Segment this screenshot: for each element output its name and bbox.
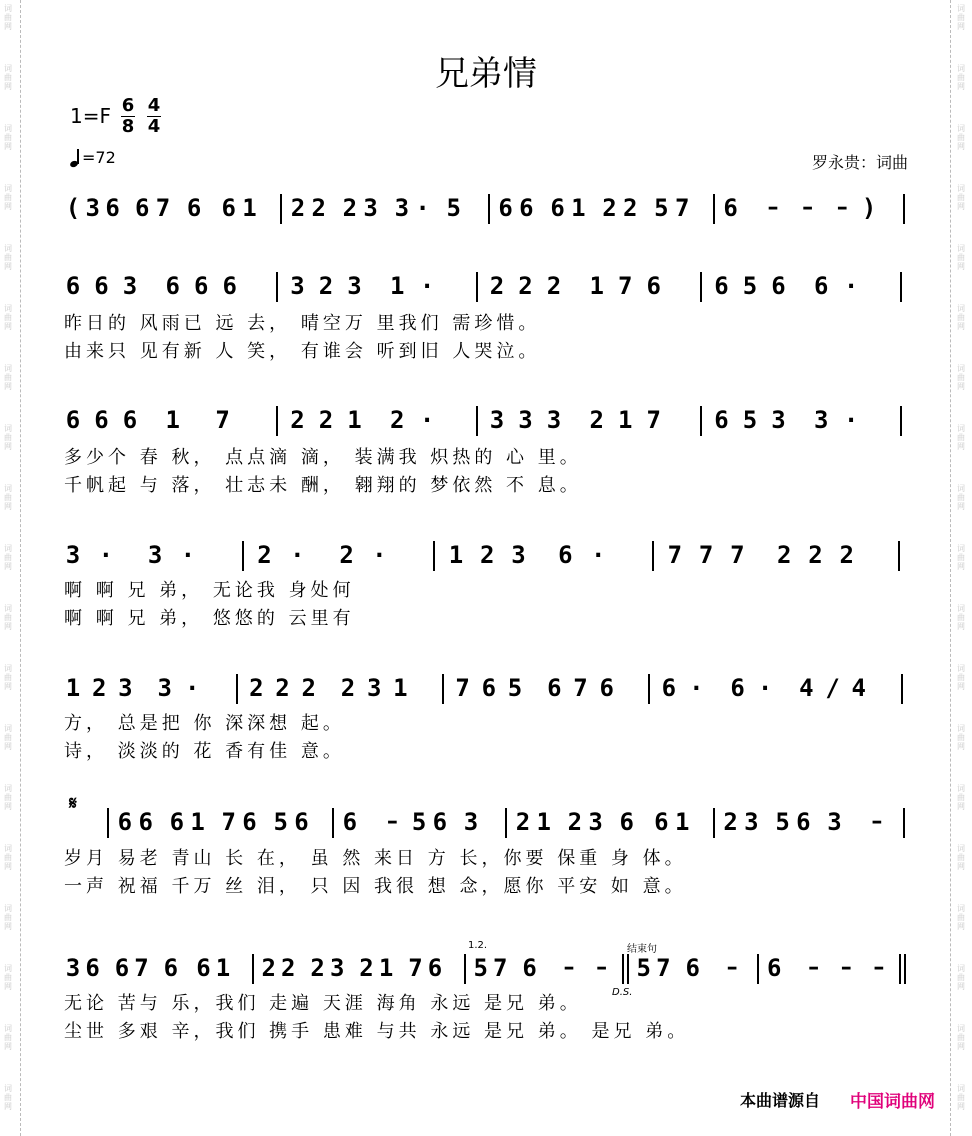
watermark-text: 词 曲 网 [957,664,965,691]
watermark-text: 词 曲 网 [957,364,965,391]
lyrics-verse-2: 一声 祝福 千万 丝 泪， 只 因 我很 想 念，愿你 平安 如 意。 [64,876,687,897]
barline [901,674,903,704]
watermark-text: 词 曲 网 [957,1024,965,1051]
note-digit: / [825,674,840,702]
note-digit: 7 [730,541,745,569]
augmentation-dot: · [757,674,773,702]
note-digit: 6 [771,272,786,300]
dash-sustain: – [596,955,608,980]
note-digit: 6 [550,194,565,222]
lyrics-verse-2: 由来只 见有新 人 笑， 有谁会 听到旧 人哭泣。 [64,341,541,362]
watermark-text: 词 曲 网 [4,364,12,391]
lyrics-verse-1: 方， 总是把 你 深深想 起。 [64,713,345,734]
augmentation-dot: · [419,272,435,300]
dash-sustain: – [871,809,883,834]
augmentation-dot: · [180,541,196,569]
lyrics-verse-2: 尘世 多艰 辛，我们 携手 患难 与共 永远 是兄 弟。 是兄 弟。 [64,1021,690,1042]
dash-sustain: – [808,955,820,980]
note-digit: 6 [222,272,237,300]
note-digit: 7 [618,272,633,300]
note-digit: 7 [155,194,171,222]
note-digit: 7 [573,674,588,702]
note-digit: 6 [114,954,130,982]
note-digit: 6 [766,954,782,982]
note-digit: 2 [723,808,738,836]
dash-sustain: – [836,195,848,220]
note-digit: 6 [221,194,236,222]
watermark-text: 词 曲 网 [4,184,12,211]
note-digit: 3 [511,541,526,569]
watermark-text: 词 曲 网 [957,544,965,571]
note-digit: 2 [275,674,290,702]
augmentation-dot: · [372,541,387,569]
note-digit: 3 [147,541,163,569]
note-digit: 5 [446,194,461,222]
barline [276,272,278,302]
watermark-text: 词 曲 网 [4,724,12,751]
lyrics-verse-1: 岁月 易老 青山 长 在， 虽 然 来日 方 长，你要 保重 身 体。 [64,848,687,869]
note-digit: 6 [163,954,179,982]
time-signature-4-4: 4 4 [147,95,161,137]
watermark-text: 词 曲 网 [957,964,965,991]
note-digit: 6 [599,674,614,702]
note-digit: 2 [359,954,374,982]
barline [464,954,466,984]
note-digit: 2 [249,674,264,702]
barline [648,674,650,704]
note-digit: 1 [242,194,257,222]
note-digit: 2 [489,272,505,300]
note-digit: 6 [122,406,138,434]
barline [442,674,444,704]
note-digit: 3 [85,194,100,222]
note-digit: ( [65,194,81,222]
note-digit: 6 [169,808,185,836]
note-digit: 5 [411,808,427,836]
barline [900,272,902,302]
note-digit: 2 [281,954,296,982]
watermark-text: 词 曲 网 [957,244,965,271]
tempo-marking: =72 [70,148,116,167]
dash-sustain: – [386,809,398,834]
dash-sustain: – [840,955,852,980]
note-digit: 3 [744,808,759,836]
note-digit: 2 [623,194,638,222]
note-digit: 3 [347,272,362,300]
note-digit: 6 [723,194,738,222]
barline [700,272,702,302]
note-digit: 1 [347,406,362,434]
note-digit: 1 [190,808,205,836]
barline [713,194,715,224]
watermark-text: 词 曲 网 [4,1024,12,1051]
note-digit: 2 [342,194,358,222]
barline [242,541,244,571]
note-digit: 3 [157,674,172,702]
note-digit: 7 [646,406,661,434]
note-digit: 6 [661,674,677,702]
augmentation-dot: · [290,541,305,569]
watermark-text: 词 曲 网 [4,1084,12,1111]
note-digit: 7 [656,954,671,982]
note-digit: 6 [522,954,537,982]
watermark-text: 词 曲 网 [957,904,965,931]
barline [900,406,902,436]
note-digit: 6 [294,808,309,836]
barline [904,954,906,984]
note-digit: 6 [342,808,358,836]
barline [899,954,901,984]
note-digit: 7 [221,808,236,836]
note-digit: 2 [290,406,305,434]
barline [433,541,435,571]
note-digit: 6 [196,954,211,982]
augmentation-dot: · [415,194,430,222]
watermark-text: 词 曲 网 [4,64,12,91]
footer-source-label: 本曲谱源自 [740,1091,821,1110]
barline [713,808,715,838]
key-signature: 1=F [70,104,111,128]
ds-label: D.S. [612,987,633,998]
time-signature-6-8: 6 8 [121,95,135,137]
dash-sustain: – [802,195,814,220]
augmentation-dot: · [843,406,859,434]
note-digit: 2 [567,808,583,836]
note-digit: 6 [165,272,180,300]
note-digit: 5 [654,194,669,222]
note-digit: 6 [105,194,120,222]
barline [622,954,624,984]
watermark-text: 词 曲 网 [4,484,12,511]
note-digit: 2 [318,406,334,434]
note-digit: 6 [547,674,562,702]
note-digit: 1 [571,194,586,222]
note-digit: 7 [408,954,423,982]
lyrics-verse-2: 诗， 淡淡的 花 香有佳 意。 [64,741,345,762]
note-digit: 3 [463,808,479,836]
note-digit: 4 [799,674,814,702]
note-digit: 1 [589,272,604,300]
note-digit: 2 [311,194,326,222]
note-digit: 2 [518,272,533,300]
watermark-text: 词 曲 网 [4,904,12,931]
note-digit: 2 [257,541,272,569]
note-digit: 1 [378,954,394,982]
barline [757,954,759,984]
note-digit: 6 [481,674,497,702]
augmentation-dot: · [843,272,859,300]
note-digit: 6 [85,954,100,982]
barline [280,194,282,224]
watermark-text: 词 曲 网 [4,544,12,571]
note-digit: 4 [851,674,866,702]
note-digit: 1 [390,272,405,300]
note-digit: 1 [674,808,690,836]
note-digit: 3 [290,272,305,300]
note-digit: 7 [215,406,230,434]
note-digit: 3 [771,406,786,434]
barline [332,808,334,838]
note-digit: 2 [290,194,306,222]
augmentation-dot: · [590,541,606,569]
note-digit: 3 [394,194,410,222]
barline [627,954,629,984]
barline [236,674,238,704]
watermark-text: 词 曲 网 [957,424,965,451]
note-digit: 2 [515,808,531,836]
note-digit: 3 [329,954,345,982]
volta-label: 1.2. [468,940,488,951]
note-digit: 3 [546,406,562,434]
note-digit: 6 [186,194,202,222]
note-digit: 2 [808,541,823,569]
watermark-text: 词 曲 网 [4,124,12,151]
watermark-text: 词 曲 网 [957,64,965,91]
note-digit: 3 [65,954,81,982]
note-digit: 6 [814,272,829,300]
note-digit: 2 [390,406,405,434]
note-digit: 3 [122,272,138,300]
note-digit: 3 [366,674,382,702]
watermark-text: 词 曲 网 [4,424,12,451]
note-digit: 5 [742,272,758,300]
lyrics-verse-2: 啊 啊 兄 弟， 悠悠的 云里有 [64,608,355,629]
barline [476,272,478,302]
note-digit: 1 [215,954,231,982]
note-digit: 6 [117,808,133,836]
note-digit: 7 [134,954,149,982]
watermark-text: 词 曲 网 [4,964,12,991]
note-digit: 2 [318,272,334,300]
dash-sustain: – [563,955,575,980]
barline [488,194,490,224]
note-digit: 6 [194,272,209,300]
barline [276,406,278,436]
watermark-text: 词 曲 网 [957,4,965,31]
note-digit: 1 [65,674,81,702]
watermark-text: 词 曲 网 [4,664,12,691]
note-digit: 2 [91,674,107,702]
note-digit: 3 [518,406,533,434]
watermark-text: 词 曲 网 [957,184,965,211]
note-digit: 7 [674,194,690,222]
note-digit: 6 [714,406,729,434]
note-digit: 6 [558,541,573,569]
note-digit: 6 [796,808,811,836]
note-digit: 6 [714,272,729,300]
barline [903,808,905,838]
augmentation-dot: · [184,674,200,702]
watermark-text: 词 曲 网 [4,784,12,811]
note-digit: 6 [134,194,150,222]
note-digit: 2 [310,954,325,982]
note-digit: 5 [273,808,288,836]
note-digit: 6 [138,808,153,836]
note-digit: 2 [261,954,276,982]
note-digit: 6 [646,272,661,300]
note-digit: 3 [588,808,603,836]
note-digit: 3 [65,541,81,569]
watermark-text: 词 曲 网 [957,1084,965,1111]
footer-site-name: 中国词曲网 [850,1092,935,1112]
barline [252,954,254,984]
note-digit: 2 [340,674,356,702]
composer-credit: 罗永贵：词曲 [812,153,909,172]
augmentation-dot: · [689,674,704,702]
watermark-text: 词 曲 网 [4,4,12,31]
barline [505,808,507,838]
note-digit: 6 [730,674,745,702]
note-digit: 6 [242,808,257,836]
lyrics-verse-1: 多少个 春 秋， 点点滴 滴， 装满我 炽热的 心 里。 [64,447,582,468]
note-digit: 6 [65,406,81,434]
dash-sustain: – [726,955,738,980]
barline [700,406,702,436]
note-digit: 2 [546,272,562,300]
note-digit: 5 [507,674,523,702]
note-digit: 7 [667,541,683,569]
watermark-text: 词 曲 网 [957,604,965,631]
left-dashed-border [20,0,21,1136]
note-digit: 6 [519,194,534,222]
coda-label: 结束句 [627,944,657,955]
barline [107,808,109,838]
note-digit: 6 [498,194,513,222]
watermark-text: 词 曲 网 [957,124,965,151]
note-digit: 2 [339,541,354,569]
note-digit: 2 [479,541,495,569]
barline [652,541,654,571]
note-digit: 6 [685,954,700,982]
note-digit: 3 [363,194,378,222]
watermark-text: 词 曲 网 [4,244,12,271]
note-digit: 2 [776,541,792,569]
watermark-column-left [2,0,14,1136]
note-digit: 2 [602,194,617,222]
watermark-text: 词 曲 网 [4,844,12,871]
note-digit: 1 [536,808,551,836]
note-digit: 5 [473,954,488,982]
dash-sustain: – [767,195,779,220]
note-digit: 2 [839,541,854,569]
note-digit: 3 [827,808,842,836]
lyrics-verse-1: 昨日的 风雨已 远 去， 晴空万 里我们 需珍惜。 [64,313,541,334]
dash-sustain: – [873,955,885,980]
note-digit: 5 [775,808,790,836]
note-digit: 5 [742,406,758,434]
note-digit: 7 [698,541,714,569]
note-digit: 3 [489,406,505,434]
watermark-text: 词 曲 网 [957,724,965,751]
right-dashed-border [950,0,951,1136]
lyrics-verse-2: 千帆起 与 落， 壮志未 酬， 翱翔的 梦依然 不 息。 [64,475,582,496]
augmentation-dot: · [419,406,435,434]
watermark-text: 词 曲 网 [957,304,965,331]
note-digit: 7 [455,674,470,702]
barline [903,194,905,224]
note-digit: 2 [301,674,316,702]
note-digit: 6 [619,808,634,836]
barline [476,406,478,436]
note-digit: 7 [493,954,508,982]
watermark-text: 词 曲 网 [4,304,12,331]
note-digit: 3 [118,674,133,702]
watermark-text: 词 曲 网 [957,784,965,811]
note-digit: 6 [94,406,109,434]
note-digit: 6 [94,272,109,300]
note-digit: 1 [165,406,180,434]
note-digit: 6 [654,808,669,836]
segno-sign: 𝄋 [69,793,77,814]
note-digit: 1 [448,541,464,569]
watermark-text: 词 曲 网 [957,844,965,871]
note-digit: 1 [393,674,408,702]
watermark-text: 词 曲 网 [957,484,965,511]
lyrics-verse-1: 无论 苦与 乐，我们 走遍 天涯 海角 永远 是兄 弟。 [64,993,582,1014]
augmentation-dot: · [98,541,114,569]
note-digit: 5 [636,954,651,982]
barline [898,541,900,571]
note-digit: 2 [589,406,604,434]
lyrics-verse-1: 啊 啊 兄 弟， 无论我 身处何 [64,580,355,601]
note-digit: 3 [814,406,829,434]
note-digit: 1 [618,406,633,434]
watermark-column-right [955,0,967,1136]
quarter-note-icon [70,149,80,167]
note-digit: 6 [432,808,448,836]
note-digit: 6 [65,272,81,300]
song-title: 兄弟情 [435,54,537,94]
note-digit: ) [861,194,877,222]
note-digit: 6 [427,954,443,982]
watermark-text: 词 曲 网 [4,604,12,631]
